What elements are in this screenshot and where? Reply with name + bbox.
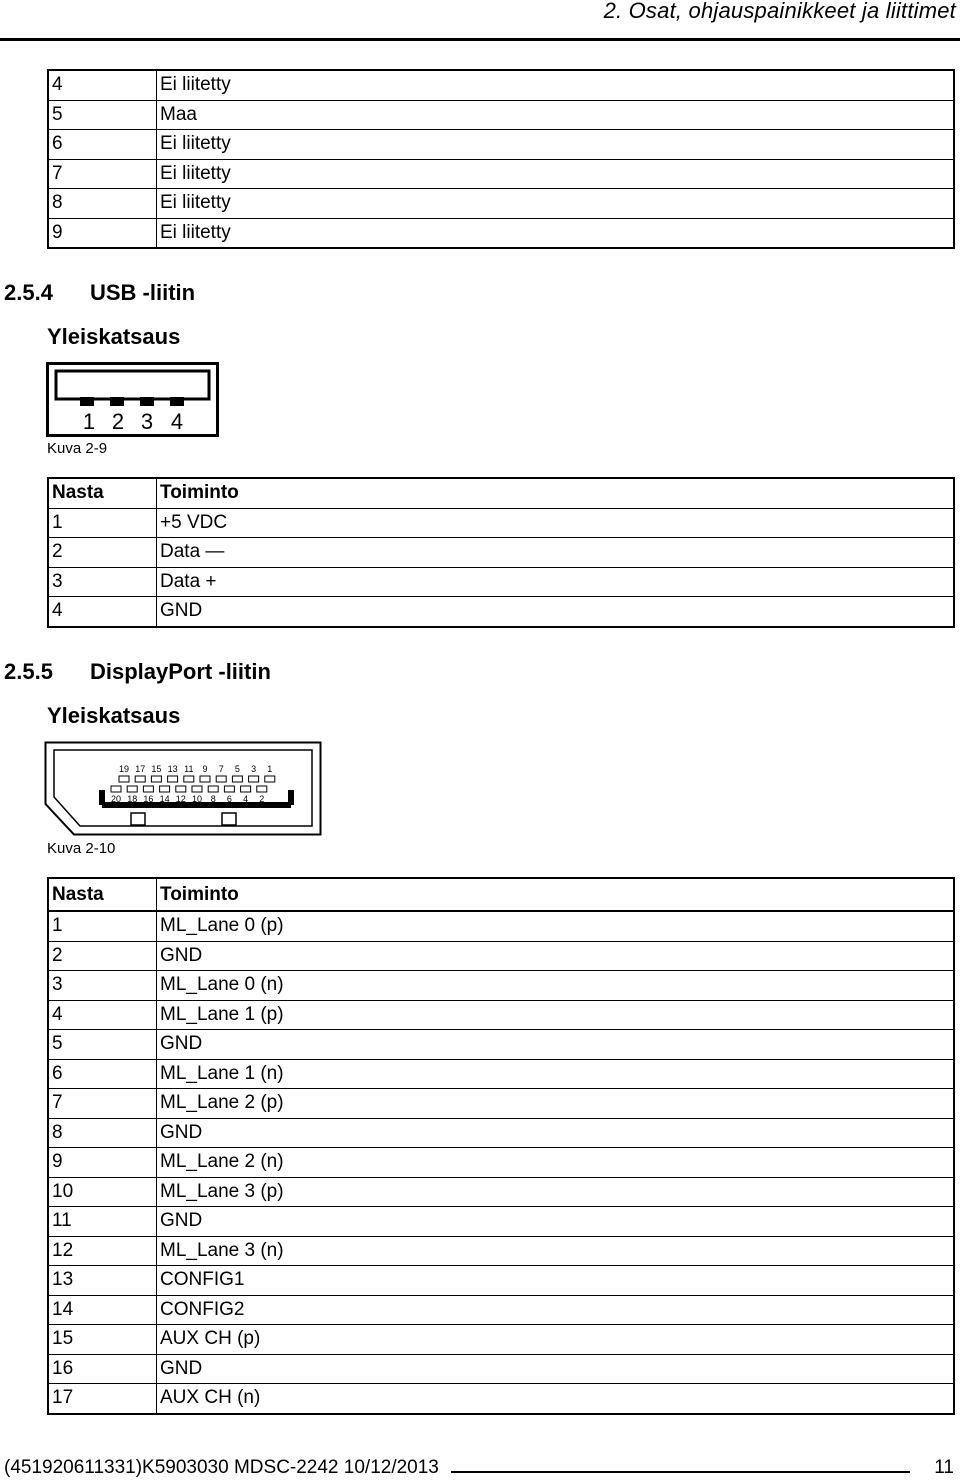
- function-cell: ML_Lane 2 (n): [157, 1148, 955, 1178]
- function-cell: GND: [157, 597, 955, 627]
- usb-pin-contact: [140, 397, 154, 406]
- pin-cell: 7: [48, 1089, 157, 1119]
- usb-figure-caption: Kuva 2-9: [47, 440, 108, 457]
- displayport-connector-diagram: [44, 741, 324, 837]
- dp-pin-table-body: [48, 911, 954, 1414]
- function-cell: Maa: [157, 100, 955, 130]
- dp-pin-contact: [257, 786, 267, 792]
- dp-pin-contact: [200, 776, 210, 782]
- dp-pin-contact: [208, 786, 218, 792]
- pin-cell: 1: [48, 508, 157, 538]
- table-row: [48, 1089, 954, 1119]
- dp-pin-label: 6: [226, 794, 232, 804]
- pin-cell: 4: [48, 1000, 157, 1030]
- table-row: [48, 189, 954, 219]
- pin-cell: 6: [48, 1059, 157, 1089]
- table-row: [48, 1177, 954, 1207]
- dp-pin-label: 10: [191, 794, 203, 804]
- dp-pin-table: [47, 877, 955, 1415]
- table-row: [48, 1148, 954, 1178]
- function-cell: +5 VDC: [157, 508, 955, 538]
- dp-pin-contact: [224, 786, 234, 792]
- dp-pin-contact: [216, 776, 226, 782]
- table-header-row: [48, 478, 954, 508]
- function-cell: Data +: [157, 567, 955, 597]
- pin-cell: 7: [48, 159, 157, 189]
- dp-pin-contact: [135, 776, 145, 782]
- dp-pin-contact: [192, 786, 202, 792]
- dp-pin-contact: [151, 776, 161, 782]
- function-cell: GND: [157, 941, 955, 971]
- table-row: [48, 218, 954, 248]
- dp-overview-heading: Yleiskatsaus: [47, 703, 181, 728]
- usb-pin-table-body: [48, 508, 954, 627]
- dp-pin-label: 12: [175, 794, 186, 804]
- function-cell: ML_Lane 2 (p): [157, 1089, 955, 1119]
- dp-pin-contact: [119, 776, 129, 782]
- pin-cell: 16: [48, 1354, 157, 1384]
- function-cell: Ei liitetty: [157, 218, 955, 248]
- footer-rule: [451, 1463, 910, 1473]
- table-row: [48, 1354, 954, 1384]
- pin-cell: 5: [48, 1030, 157, 1060]
- dp-section-title: DisplayPort -liitin: [90, 659, 271, 684]
- table-row: [48, 1118, 954, 1148]
- usb-section-number: 2.5.4: [4, 280, 53, 305]
- usb-pin-label: 4: [170, 409, 184, 434]
- usb-pin-contact: [110, 397, 124, 406]
- function-column-header: Toiminto: [157, 478, 955, 508]
- dp-pin-label: 8: [210, 794, 216, 804]
- dp-pin-label: 15: [151, 764, 162, 774]
- dp-pin-label: 16: [143, 794, 154, 804]
- pin-column-header: Nasta: [48, 478, 157, 508]
- function-cell: ML_Lane 3 (n): [157, 1236, 955, 1266]
- pin-column-header: Nasta: [48, 878, 157, 911]
- pin-cell: 14: [48, 1295, 157, 1325]
- usb-pin-label: 3: [140, 409, 154, 434]
- dp-pin-label: 1: [267, 764, 273, 774]
- dp-pin-contact: [176, 786, 186, 792]
- dp-pin-contact: [143, 786, 153, 792]
- running-header: 2. Osat, ohjauspainikkeet ja liittimet: [603, 0, 956, 23]
- dp-pin-contact: [127, 786, 137, 792]
- dp-pin-label: 4: [243, 794, 249, 804]
- dp-pin-contact: [168, 776, 178, 782]
- dp-figure-caption: Kuva 2-10: [47, 840, 116, 857]
- function-cell: Data —: [157, 538, 955, 568]
- usb-connector-diagram: [46, 362, 220, 438]
- usb-pin-table: [47, 477, 955, 628]
- usb-section-heading: [4, 280, 195, 306]
- dp-pin-contact: [184, 776, 194, 782]
- dp-pin-label: 18: [127, 794, 138, 804]
- table-row: [48, 1325, 954, 1355]
- dp-pin-contact: [232, 776, 242, 782]
- usb-pin-label: 1: [82, 409, 96, 434]
- table-row: [48, 70, 954, 100]
- dp-pin-label: 14: [159, 794, 170, 804]
- function-cell: CONFIG1: [157, 1266, 955, 1296]
- dp-pin-label: 20: [110, 794, 122, 804]
- table-row: [48, 1384, 954, 1414]
- function-cell: Ei liitetty: [157, 189, 955, 219]
- usb-pin-label: 2: [111, 409, 125, 434]
- function-cell: GND: [157, 1118, 955, 1148]
- usb-overview-heading: Yleiskatsaus: [47, 324, 181, 349]
- continued-pin-table: [47, 69, 955, 249]
- table-row: [48, 1236, 954, 1266]
- pin-cell: 8: [48, 189, 157, 219]
- function-cell: ML_Lane 1 (n): [157, 1059, 955, 1089]
- pin-cell: 9: [48, 218, 157, 248]
- dp-pin-label: 17: [135, 764, 146, 774]
- pin-cell: 11: [48, 1207, 157, 1237]
- function-cell: AUX CH (n): [157, 1384, 955, 1414]
- function-cell: GND: [157, 1207, 955, 1237]
- dp-pin-label: 2: [259, 794, 265, 804]
- usb-connector-tongue: [56, 371, 209, 399]
- dp-pin-label: 19: [118, 764, 130, 774]
- dp-pin-contact: [265, 776, 275, 782]
- table-row: [48, 971, 954, 1001]
- pin-cell: 4: [48, 70, 157, 100]
- pin-cell: 12: [48, 1236, 157, 1266]
- function-cell: GND: [157, 1354, 955, 1384]
- dp-latch: [222, 813, 236, 825]
- function-column-header: Toiminto: [157, 878, 955, 911]
- table-row: [48, 911, 954, 941]
- page-number: 11: [934, 1457, 954, 1478]
- pin-cell: 1: [48, 911, 157, 941]
- usb-pin-contact: [80, 397, 94, 406]
- dp-pin-contact: [160, 786, 170, 792]
- pin-cell: 17: [48, 1384, 157, 1414]
- usb-section-title: USB -liitin: [90, 280, 196, 305]
- table-row: [48, 597, 954, 627]
- dp-pin-label: 3: [251, 764, 257, 774]
- dp-section-heading: [4, 659, 271, 685]
- dp-pin-contact: [241, 786, 251, 792]
- table-row: [48, 100, 954, 130]
- continued-pin-table-body: [48, 70, 954, 248]
- dp-pin-contact: [111, 786, 121, 792]
- table-row: [48, 1030, 954, 1060]
- function-cell: Ei liitetty: [157, 159, 955, 189]
- pin-cell: 8: [48, 1118, 157, 1148]
- dp-pin-label: 5: [234, 764, 240, 774]
- pin-cell: 3: [48, 567, 157, 597]
- function-cell: AUX CH (p): [157, 1325, 955, 1355]
- pin-cell: 4: [48, 597, 157, 627]
- dp-pin-label: 9: [202, 764, 208, 774]
- function-cell: CONFIG2: [157, 1295, 955, 1325]
- pin-cell: 5: [48, 100, 157, 130]
- pin-cell: 2: [48, 941, 157, 971]
- function-cell: ML_Lane 1 (p): [157, 1000, 955, 1030]
- table-row: [48, 159, 954, 189]
- table-row: [48, 1059, 954, 1089]
- function-cell: GND: [157, 1030, 955, 1060]
- function-cell: Ei liitetty: [157, 130, 955, 160]
- dp-section-number: 2.5.5: [4, 659, 53, 684]
- pin-cell: 15: [48, 1325, 157, 1355]
- function-cell: ML_Lane 0 (n): [157, 971, 955, 1001]
- page-footer: [4, 1457, 954, 1479]
- table-row: [48, 1266, 954, 1296]
- pin-cell: 3: [48, 971, 157, 1001]
- pin-cell: 2: [48, 538, 157, 568]
- table-row: [48, 1000, 954, 1030]
- table-row: [48, 508, 954, 538]
- table-header-row: [48, 878, 954, 911]
- dp-latch: [131, 813, 145, 825]
- table-row: [48, 567, 954, 597]
- function-cell: ML_Lane 0 (p): [157, 911, 955, 941]
- function-cell: ML_Lane 3 (p): [157, 1177, 955, 1207]
- function-cell: Ei liitetty: [157, 70, 955, 100]
- dp-pin-label: 7: [218, 764, 224, 774]
- dp-pin-table-header: [48, 878, 954, 911]
- pin-cell: 10: [48, 1177, 157, 1207]
- table-row: [48, 130, 954, 160]
- dp-pin-label: 13: [167, 764, 178, 774]
- usb-pin-contact: [170, 397, 184, 406]
- pin-cell: 6: [48, 130, 157, 160]
- table-row: [48, 941, 954, 971]
- usb-pin-table-header: [48, 478, 954, 508]
- dp-pin-contact: [249, 776, 259, 782]
- table-row: [48, 1207, 954, 1237]
- table-row: [48, 538, 954, 568]
- pin-cell: 9: [48, 1148, 157, 1178]
- table-row: [48, 1295, 954, 1325]
- header-rule: [0, 38, 960, 41]
- footer-doc-id: (451920611331)K5903030 MDSC-2242 10/12/2013: [4, 1457, 439, 1478]
- pin-cell: 13: [48, 1266, 157, 1296]
- dp-pin-label: 11: [184, 764, 194, 774]
